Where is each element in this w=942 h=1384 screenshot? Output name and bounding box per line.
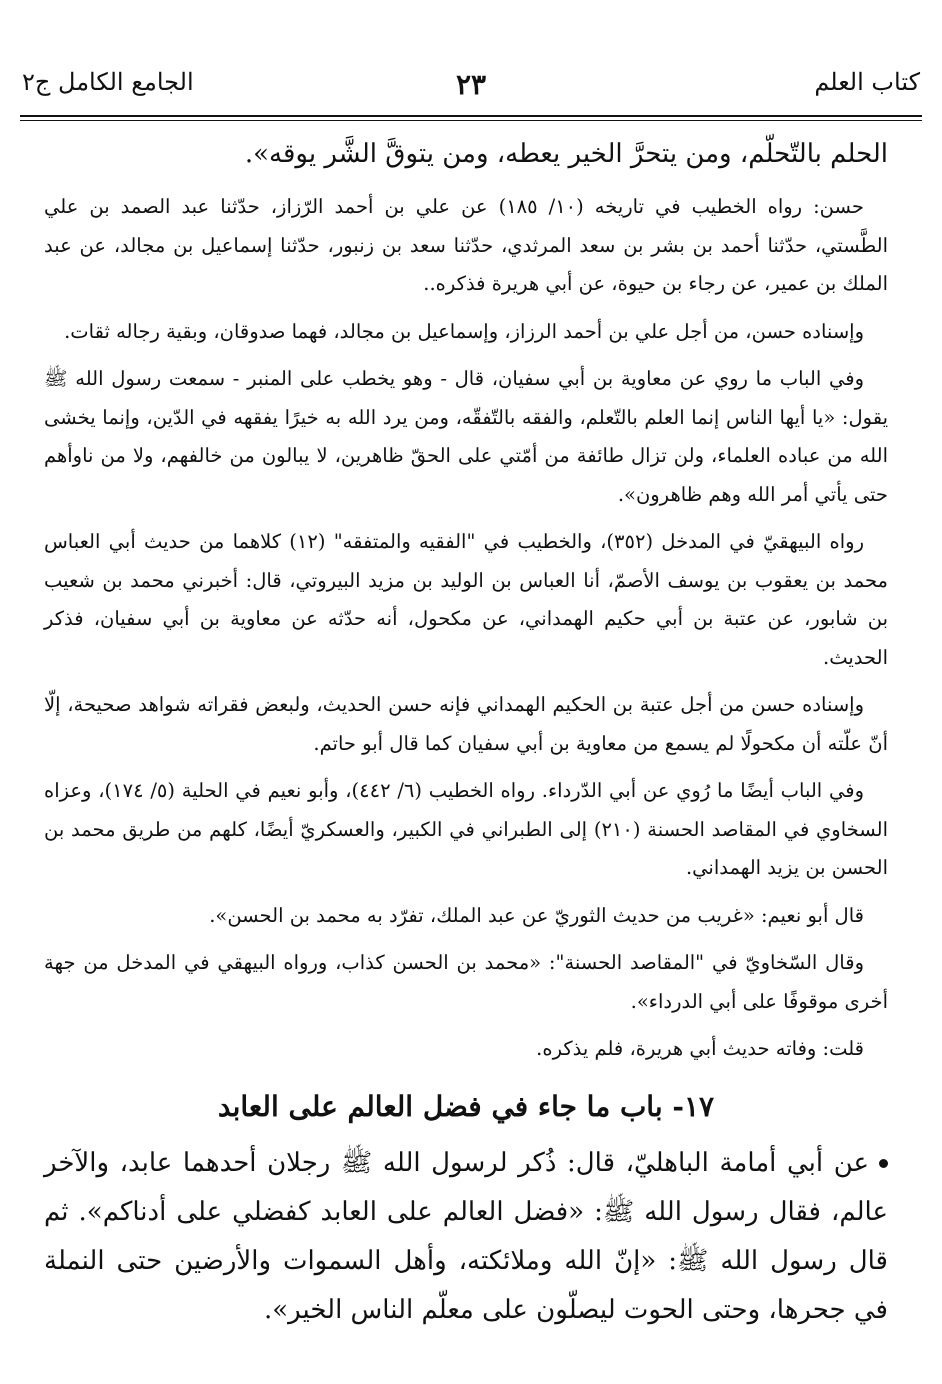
header-rule-thin <box>20 120 922 121</box>
page-body <box>44 130 888 1335</box>
bullet-icon <box>879 1159 888 1168</box>
isnad-paragraph: وإسناده حسن من أجل عتبة بن الحكيم الهمداني فإنه حسن الحديث، ولبعض فقراته شواهد صحيحة، إلّا أنّ علّته أن مكحولًا لم يسمع من معاوية بن أبي سفيان كما قال أبو حاتم. <box>44 693 888 755</box>
quote-paragraph: قال أبو نعيم: «غريب من حديث الثوريّ عن عبد الملك، تفرّد به محمد بن الحسن». <box>209 903 864 927</box>
quote-paragraph: وقال السّخاويّ في "المقاصد الحسنة": «محمد بن الحسن كذاب، ورواه البيهقي في المدخل من جهة أخرى موقوفًا على أبي الدرداء». <box>44 951 888 1013</box>
book-title: الجامع الكامل ج٢ <box>22 68 194 96</box>
page-header <box>22 68 920 108</box>
header-rule <box>20 115 922 117</box>
takhrij-paragraph: حسن: رواه الخطيب في تاريخه (١٠/ ١٨٥) عن علي بن أحمد الرّزاز، حدّثنا عبد الصمد بن علي الطَّستي، حدّثنا أحمد بن بشر بن سعد المرثدي، حدّثنا سعد بن زنبور، حدّثنا إسماعيل بن مجالد، عن عبد الملك بن عمير، عن رجاء بن حيوة، عن أبي هريرة فذكره.. <box>44 195 888 295</box>
chapter-title: كتاب العلم <box>814 68 920 96</box>
isnad-paragraph: وإسناده حسن، من أجل علي بن أحمد الرزاز، وإسماعيل بن مجالد، فهما صدوقان، وبقية رجاله ثقات. <box>64 319 864 343</box>
hadith-continuation: الحلم بالتّحلّم، ومن يتحرَّ الخير يعطه، ومن يتوقَّ الشَّر يوقه». <box>244 139 888 169</box>
hadith-paragraph <box>44 1139 888 1335</box>
related-narration-paragraph: وفي الباب ما روي عن معاوية بن أبي سفيان، قال - وهو يخطب على المنبر - سمعت رسول الله ﷺ يقول: «يا أيها الناس إنما العلم بالتّعلم، والفقه بالتّفقّه، ومن يرد الله به خيرًا يفقهه في الدّين، وإنما يخشى الله من عباده العلماء، ولن تزال طائفة من أمّتي على الحقّ ظاهرين، لا يبالون من خالفهم، ولا من ناوأهم حتى يأتي أمر الله وهم ظاهرون». <box>44 367 888 506</box>
section-heading: ١٧- باب ما جاء في فضل العالم على العابد <box>217 1089 715 1123</box>
note-paragraph: قلت: وفاته حديث أبي هريرة، فلم يذكره. <box>536 1037 864 1060</box>
page-number: ٢٣ <box>455 68 487 101</box>
related-narration-paragraph: وفي الباب أيضًا ما رُوي عن أبي الدّرداء. رواه الخطيب (٦/ ٤٤٢)، وأبو نعيم في الحلية (٥/ ١٧٤)، وعزاه السخاوي في المقاصد الحسنة (٢١٠) إلى الطبراني في الكبير، والعسكريّ أيضًا، كلهم من طريق محمد بن الحسن بن يزيد الهمداني. <box>44 779 888 879</box>
hadith-text: عن أبي أمامة الباهليّ، قال: ذُكر لرسول الله ﷺ رجلان أحدهما عابد، والآخر عالم، فقال رسول الله ﷺ: «فضل العالم على العابد كفضلي على أدناكم». ثم قال رسول الله ﷺ: «إنّ الله وملائكته، وأهل السموات والأرضين حتى النملة في جحرها، وحتى الحوت ليصلّون على معلّم الناس الخير». <box>44 1147 888 1325</box>
takhrij-paragraph: رواه البيهقيّ في المدخل (٣٥٢)، والخطيب في "الفقيه والمتفقه" (١٢) كلاهما من حديث أبي العباس محمد بن يعقوب بن يوسف الأصمّ، أنا العباس بن الوليد بن مزيد البيروتي، قال: أخبرني محمد بن شعيب بن شابور، عن عتبة بن أبي حكيم الهمداني، عن مكحول، أنه حدّثه عن معاوية بن أبي سفيان، فذكر الحديث. <box>44 530 888 669</box>
